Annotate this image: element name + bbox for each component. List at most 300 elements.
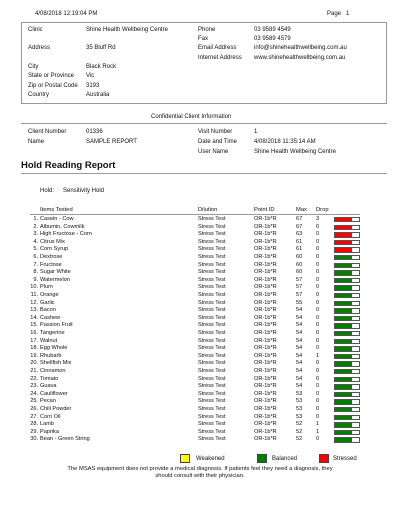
row-status-fill [335,378,352,381]
clinic-info-box [21,22,387,104]
row-status-fill [335,256,352,259]
row-number: 28. [30,421,38,428]
city-value: Black Rock [86,64,117,70]
row-status-fill [335,332,352,335]
row-dilution: Stress Test [198,269,226,276]
row-status-fill [335,324,352,327]
row-number: 12. [30,299,38,306]
fax-label: Fax [198,36,209,42]
row-point-id: OR-1b*R [254,436,277,443]
row-number: 6. [33,254,38,260]
row-dilution: Stress Test [198,390,226,397]
phone-label: Phone [198,27,216,33]
row-drop: 1 [316,421,320,428]
row-point-id: OR-1b*R [254,398,277,405]
row-status-fill [335,248,352,251]
visit-datetime-label: Date and Time [198,139,238,145]
row-dilution: Stress Test [198,368,226,374]
row-status-bar [334,225,360,230]
row-item: Rhubarb [40,352,62,359]
legend-stressed-swatch [319,454,329,463]
table-row [0,292,400,300]
row-dilution: Stress Test [198,383,226,390]
row-number: 23. [30,383,38,390]
row-status-fill [335,309,352,312]
row-item: Fructose [40,261,62,268]
user-name-value: Shine Health Wellbeing Centre [254,149,336,155]
row-dilution: Stress Test [198,231,226,238]
row-max: 57 [296,276,303,283]
row-status-bar [334,415,360,420]
row-dilution: Stress Test [198,352,226,359]
row-status-bar [334,331,360,336]
row-number: 26. [30,406,38,412]
row-status-bar [334,323,360,328]
row-item: Bean - Green String [40,436,90,443]
confidential-heading: Confidential Client Information [151,114,232,120]
row-drop: 3 [316,216,320,222]
row-point-id: OR-1b*R [254,345,277,352]
row-drop: 0 [316,284,320,291]
row-number: 27. [30,413,38,420]
row-number: 29. [30,428,38,435]
legend-stressed-label: Stressed [333,456,357,462]
row-point-id: OR-1b*R [254,269,277,276]
row-drop: 0 [316,337,320,344]
row-item: Shellfish Mix [40,360,72,367]
table-row [0,345,400,353]
row-max: 53 [296,406,303,412]
row-status-fill [335,226,352,229]
row-dilution: Stress Test [198,254,226,260]
row-status-bar [334,247,360,252]
row-number: 4. [33,238,38,245]
divider-top [21,123,387,124]
disclaimer-line-2: should consult with their physician. [155,473,245,479]
row-point-id: OR-1b*R [254,375,277,382]
row-max: 60 [296,254,303,260]
row-status-bar [334,422,360,427]
row-point-id: OR-1b*R [254,284,277,291]
row-status-bar [334,217,360,222]
row-max: 63 [296,231,303,238]
row-status-bar [334,285,360,290]
row-number: 19. [30,352,38,359]
col-dilution: Dilution [198,207,218,213]
row-status-bar [334,361,360,366]
row-status-bar [334,308,360,313]
row-max: 60 [296,269,303,276]
clinic-value: Shine Health Wellbeing Centre [86,27,168,33]
table-row [0,224,400,232]
row-status-bar [334,392,360,397]
row-number: 9. [33,276,38,283]
row-number: 18. [30,345,38,352]
row-dilution: Stress Test [198,223,226,230]
table-row [0,322,400,330]
row-number: 15. [30,322,38,329]
row-drop: 0 [316,307,320,314]
row-max: 57 [296,292,303,298]
row-drop: 0 [316,345,320,352]
row-max: 53 [296,398,303,405]
clinic-label: Clinic [28,27,43,33]
fax-value: 03 9589 4579 [254,36,291,42]
row-dilution: Stress Test [198,413,226,420]
row-status-fill [335,362,352,365]
row-item: Orange [40,292,59,298]
row-point-id: OR-1b*R [254,390,277,397]
table-row [0,254,400,262]
row-drop: 0 [316,254,320,260]
state-value: Vic [86,73,95,79]
row-drop: 0 [316,360,320,367]
row-status-bar [334,339,360,344]
city-label: City [28,64,39,70]
row-point-id: OR-1b*R [254,330,277,336]
table-row [0,239,400,247]
col-items-tested: Items Tested [40,207,73,213]
row-point-id: OR-1b*R [254,314,277,321]
row-item: High Fructose - Corn [40,231,92,238]
row-drop: 0 [316,238,320,245]
table-row [0,330,400,338]
table-row [0,368,400,376]
row-status-fill [335,347,352,350]
row-point-id: OR-1b*R [254,292,277,298]
legend-balanced-swatch [257,454,267,463]
row-dilution: Stress Test [198,307,226,314]
row-item: Garlic [40,299,55,306]
row-point-id: OR-1b*R [254,368,277,374]
row-status-fill [335,317,352,320]
row-max: 54 [296,368,303,374]
row-number: 25. [30,398,38,405]
row-drop: 0 [316,330,320,336]
row-item: Watermelon [40,276,70,283]
row-status-bar [334,270,360,275]
zip-label: Zip or Postal Code [28,83,78,89]
row-item: Guava [40,383,57,390]
row-status-fill [335,400,352,403]
row-dilution: Stress Test [198,398,226,405]
row-dilution: Stress Test [198,345,226,352]
row-status-fill [335,340,352,343]
row-drop: 1 [316,352,320,359]
row-dilution: Stress Test [198,299,226,306]
row-point-id: OR-1b*R [254,322,277,329]
col-max: Max [296,207,307,213]
row-status-fill [335,385,352,388]
row-status-fill [335,302,352,305]
row-status-bar [334,316,360,321]
row-drop: 0 [316,375,320,382]
divider-header [30,214,360,215]
address-label: Address [28,45,51,51]
row-number: 14. [30,314,38,321]
row-drop: 0 [316,368,320,374]
row-status-fill [335,218,352,221]
table-row [0,231,400,239]
row-number: 13. [30,307,38,314]
row-drop: 0 [316,269,320,276]
internet-value: www.shinehealthwellbeing.com.au [254,55,346,61]
row-number: 1. [33,216,38,222]
report-title: Hold Reading Report [21,160,116,171]
row-item: Cinnamon [40,368,66,374]
row-item: Paprika [40,428,59,435]
row-number: 16. [30,330,38,336]
row-status-fill [335,408,352,411]
legend-balanced-label: Balanced [272,456,298,462]
row-drop: 0 [316,436,320,443]
email-label: Email Address [198,45,237,51]
row-item: Tomato [40,375,59,382]
row-status-bar [334,278,360,283]
row-item: Corn Oil [40,413,61,420]
row-max: 61 [296,238,303,245]
row-item: Tangerine [40,330,65,336]
table-row [0,300,400,308]
row-max: 53 [296,413,303,420]
row-status-bar [334,301,360,306]
row-point-id: OR-1b*R [254,352,277,359]
table-row [0,353,400,361]
row-point-id: OR-1b*R [254,406,277,412]
row-dilution: Stress Test [198,238,226,245]
table-row [0,338,400,346]
address-value: 35 Bluff Rd [86,45,116,51]
row-item: Citrus Mix [40,238,65,245]
divider-title [21,173,387,174]
row-status-fill [335,355,352,358]
row-max: 54 [296,383,303,390]
table-row [0,421,400,429]
col-point-id: Point ID [254,207,275,213]
row-status-bar [334,407,360,412]
row-status-fill [335,431,352,434]
row-number: 21. [30,368,38,374]
row-status-fill [335,241,352,244]
row-item: Cauliflower [40,390,68,397]
row-point-id: OR-1b*R [254,246,277,253]
country-value: Australia [86,92,110,98]
row-status-fill [335,271,352,274]
row-number: 7. [33,261,38,268]
row-point-id: OR-1b*R [254,413,277,420]
country-label: Country [28,92,50,98]
row-max: 61 [296,246,303,253]
row-status-bar [334,377,360,382]
row-status-fill [335,286,352,289]
row-status-bar [334,232,360,237]
row-status-fill [335,370,352,373]
table-row [0,376,400,384]
row-point-id: OR-1b*R [254,231,277,238]
table-row [0,360,400,368]
row-drop: 0 [316,383,320,390]
row-status-bar [334,437,360,442]
row-dilution: Stress Test [198,406,226,412]
row-dilution: Stress Test [198,246,226,253]
table-row [0,307,400,315]
row-max: 52 [296,436,303,443]
row-max: 60 [296,261,303,268]
row-number: 5. [33,246,38,253]
row-dilution: Stress Test [198,284,226,291]
row-item: Dextrose [40,254,63,260]
row-max: 54 [296,360,303,367]
row-status-fill [335,423,352,426]
table-row [0,277,400,285]
row-item: Chili Powder [40,406,72,412]
row-status-bar [334,255,360,260]
phone-value: 03 9589 4549 [254,27,291,33]
row-dilution: Stress Test [198,337,226,344]
row-number: 11. [30,292,38,298]
row-status-bar [334,346,360,351]
row-number: 30. [30,436,38,443]
row-number: 2. [33,223,38,230]
row-max: 54 [296,375,303,382]
table-row [0,383,400,391]
row-item: Walnut [40,337,58,344]
row-max: 57 [296,284,303,291]
row-max: 67 [296,223,303,230]
row-item: Albumin, Cowmilk [40,223,85,230]
row-max: 54 [296,337,303,344]
row-item: Egg Whole [40,345,68,352]
row-status-fill [335,438,352,441]
client-name-value: SAMPLE REPORT [86,139,137,145]
row-item: Passion Fruit [40,322,73,329]
visit-datetime-value: 4/08/2018 11:35:14 AM [254,139,316,145]
hold-value: Sensitivity Hold [63,188,105,194]
row-max: 67 [296,216,303,222]
row-status-fill [335,416,352,419]
zip-value: 3193 [86,83,100,89]
client-number-value: 01336 [86,129,103,135]
row-item: Bacon [40,307,56,314]
row-point-id: OR-1b*R [254,238,277,245]
state-label: State or Province [28,73,75,79]
visit-number-label: Visit Number [198,129,233,135]
table-row [0,391,400,399]
row-point-id: OR-1b*R [254,216,277,222]
row-item: Plum [40,284,53,291]
row-point-id: OR-1b*R [254,223,277,230]
row-item: Corn Syrup [40,246,69,253]
row-status-bar [334,384,360,389]
print-datetime: 4/08/2018 12:19:04 PM [35,11,98,17]
row-point-id: OR-1b*R [254,299,277,306]
table-row [0,436,400,444]
row-item: Pecan [40,398,56,405]
row-drop: 0 [316,223,320,230]
user-name-label: User Name [198,149,229,155]
row-status-bar [334,399,360,404]
col-drop: Drop [316,207,329,213]
row-max: 54 [296,314,303,321]
row-point-id: OR-1b*R [254,307,277,314]
row-status-bar [334,430,360,435]
row-max: 54 [296,322,303,329]
row-item: Casein - Cow [40,216,74,222]
legend-weakened-swatch [180,454,190,463]
row-number: 8. [33,269,38,276]
row-max: 54 [296,345,303,352]
row-max: 54 [296,330,303,336]
row-point-id: OR-1b*R [254,360,277,367]
legend-weakened-label: Weakened [196,456,225,462]
row-drop: 0 [316,292,320,298]
internet-label: Internet Address [198,55,242,61]
row-number: 17. [30,337,38,344]
row-drop: 0 [316,413,320,420]
row-point-id: OR-1b*R [254,428,277,435]
row-drop: 0 [316,299,320,306]
row-point-id: OR-1b*R [254,337,277,344]
table-row [0,398,400,406]
email-value: info@shinehealthwellbeing.com.au [254,45,347,51]
table-row [0,315,400,323]
row-status-fill [335,393,352,396]
row-point-id: OR-1b*R [254,254,277,260]
row-status-bar [334,240,360,245]
row-dilution: Stress Test [198,421,226,428]
row-item: Sugar White [40,269,71,276]
row-point-id: OR-1b*R [254,383,277,390]
row-point-id: OR-1b*R [254,276,277,283]
row-dilution: Stress Test [198,314,226,321]
row-max: 54 [296,352,303,359]
row-max: 53 [296,390,303,397]
table-row [0,216,400,224]
row-drop: 0 [316,314,320,321]
client-number-label: Client Number [28,129,67,135]
client-name-label: Name [28,139,45,145]
row-number: 10. [30,284,38,291]
table-row [0,262,400,270]
row-drop: 0 [316,276,320,283]
table-row [0,406,400,414]
row-dilution: Stress Test [198,360,226,367]
page-label: Page [327,11,342,17]
row-number: 20. [30,360,38,367]
row-status-fill [335,233,352,236]
row-item: Lamb [40,421,54,428]
row-max: 54 [296,307,303,314]
table-row [0,246,400,254]
page-number: 1 [346,11,350,17]
row-status-bar [334,369,360,374]
row-max: 55 [296,299,303,306]
row-max: 52 [296,428,303,435]
row-status-bar [334,354,360,359]
row-dilution: Stress Test [198,375,226,382]
row-max: 52 [296,421,303,428]
row-drop: 0 [316,261,320,268]
row-drop: 0 [316,390,320,397]
row-dilution: Stress Test [198,276,226,283]
row-number: 24. [30,390,38,397]
row-point-id: OR-1b*R [254,261,277,268]
table-row [0,284,400,292]
row-drop: 0 [316,246,320,253]
row-point-id: OR-1b*R [254,421,277,428]
row-status-fill [335,294,352,297]
visit-number-value: 1 [254,129,258,135]
